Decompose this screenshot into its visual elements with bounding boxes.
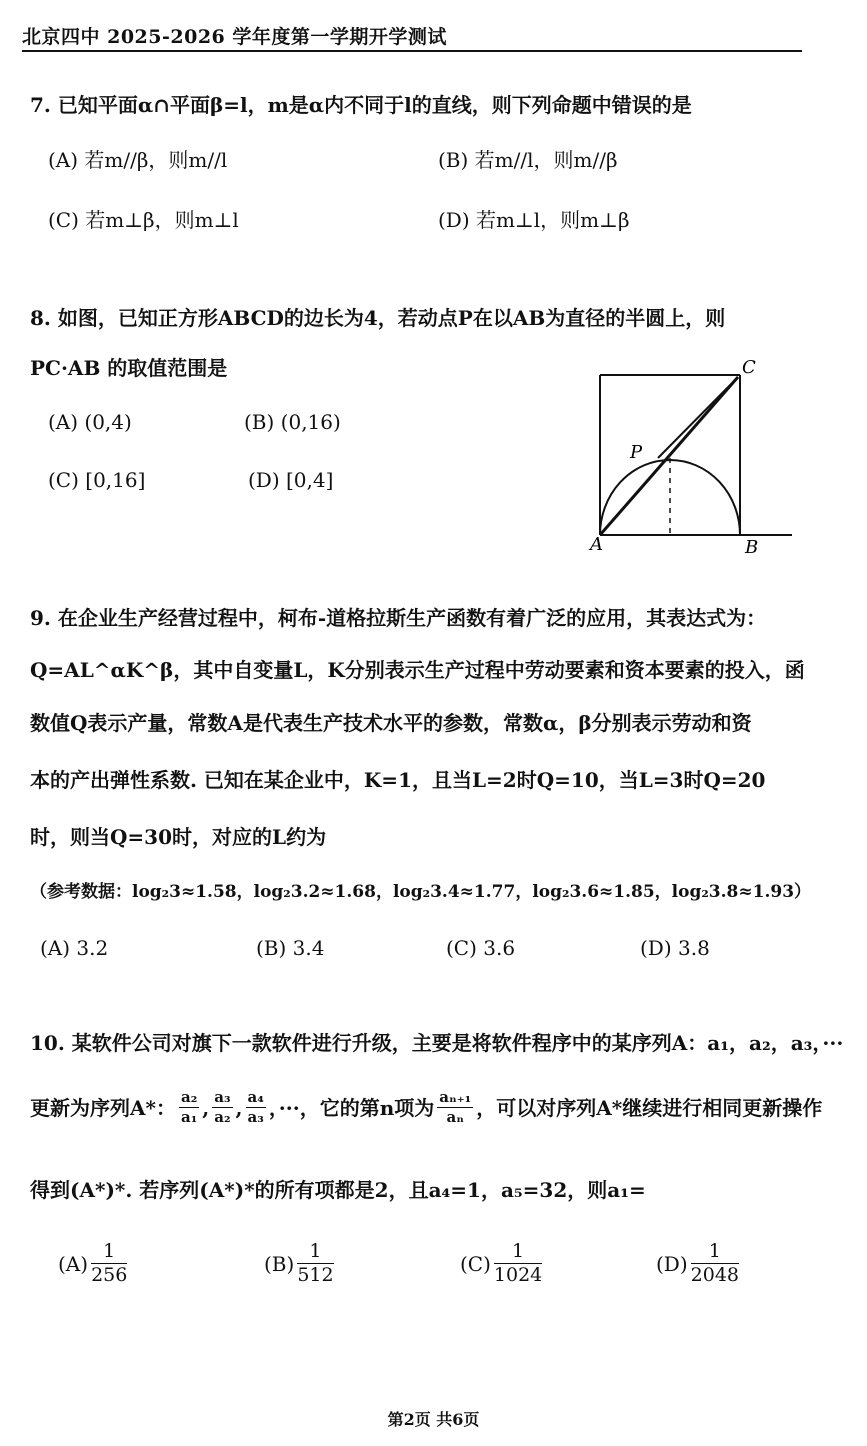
- q7-stem: 7. 已知平面α∩平面β=l，m是α内不同于l的直线，则下列命题中错误的是: [30, 93, 692, 117]
- q10-option-a-label: (A): [58, 1251, 89, 1276]
- fraction-a4-a3: $\frac{\text{a₄}}{\text{a₃}}$: [247, 1088, 264, 1126]
- q8-stem: 8. 如图，已知正方形ABCD的边长为4，若动点P在以AB为直径的半圆上，则: [30, 306, 726, 330]
- q10-option-b-den: 512: [297, 1263, 334, 1286]
- q9-option-a: (A) 3.2: [40, 936, 109, 960]
- q9-line-2: Q=AL^αK^β，其中自变量L，K分别表示生产过程中劳动要素和资本要素的投入，函: [30, 658, 805, 682]
- fraction-an1-an: $\frac{\text{aₙ₊₁}}{\text{aₙ}}$: [439, 1088, 472, 1126]
- q8-option-b: (B) (0,16): [244, 410, 341, 434]
- q10-option-c-fraction: [494, 1242, 542, 1286]
- q10-line-2-suffix: ，可以对序列A*继续进行相同更新操作: [476, 1095, 823, 1120]
- q10-line-3: 得到(A*)*. 若序列(A*)*的所有项都是2，且a₄=1，a₅=32，则a₁=: [30, 1178, 646, 1202]
- page-header: 北京四中 2025-2026 学年度第一学期开学测试: [22, 26, 447, 48]
- header-rule: [22, 50, 802, 52]
- q10-option-b: [264, 1242, 337, 1286]
- q10-option-b-label: (B): [264, 1251, 295, 1276]
- segment-pc: [658, 377, 738, 458]
- fraction-a3-a2: $\frac{\text{a₃}}{\text{a₂}}$: [214, 1088, 231, 1126]
- q10-option-d: [656, 1242, 742, 1286]
- q10-option-c-num: 1: [494, 1242, 542, 1264]
- q8-figure: [580, 350, 800, 560]
- q10-option-a-den: 256: [91, 1263, 128, 1286]
- q9-option-b: (B) 3.4: [256, 936, 325, 960]
- q9-line-5: 时，则当Q=30时，对应的L约为: [30, 825, 327, 849]
- q10-option-b-num: 1: [297, 1242, 333, 1264]
- q10-line-1: 10. 某软件公司对旗下一款软件进行升级，主要是将软件程序中的某序列A：a₁，a₂，a₃，···: [30, 1031, 844, 1055]
- label-p: P: [630, 442, 643, 463]
- q9-option-c: (C) 3.6: [446, 936, 516, 960]
- label-b: B: [745, 537, 759, 558]
- q10-option-c-label: (C): [460, 1251, 491, 1276]
- q9-line-3: 数值Q表示产量，常数A是代表生产技术水平的参数，常数α，β分别表示劳动和资: [30, 711, 752, 735]
- q9-reference-data: （参考数据：log₂3≈1.58，log₂3.2≈1.68，log₂3.4≈1.77，log₂3.6≈1.85，log₂3.8≈1.93）: [30, 882, 812, 902]
- fraction-a2-a1: $\frac{\text{a₂}}{\text{a₁}}$: [180, 1088, 198, 1126]
- q7-option-d: (D) 若m⊥l，则m⊥β: [438, 208, 630, 232]
- q10-line-2: 更新为序列A*： $\frac{\text{a₂}}{\text{a₁}}$ , $\frac{\text{a₃}}{\text{a₂}}$ , $\frac{\text{a₄}}{\text{a₃}}$ ，···，它的第n项为 $\frac{\text{aₙ₊₁}}{\text{aₙ}}$ ，可以对序列A*继续进行相同更新操作: [30, 1088, 823, 1126]
- q7-option-a: (A) 若m//β，则m//l: [48, 148, 228, 172]
- q10-option-d-num: 1: [691, 1242, 739, 1264]
- q7-option-b: (B) 若m//l，则m//β: [438, 148, 618, 172]
- q7-option-c: (C) 若m⊥β，则m⊥l: [48, 208, 239, 232]
- q10-option-a: [58, 1242, 130, 1286]
- q8-option-c: (C) [0,16]: [48, 468, 146, 492]
- q10-option-d-label: (D): [656, 1251, 688, 1276]
- q10-option-b-fraction: [297, 1242, 333, 1286]
- q9-line-1: 9. 在企业生产经营过程中，柯布-道格拉斯生产函数有着广泛的应用，其表达式为：: [30, 606, 767, 630]
- q10-line-2-prefix: 更新为序列A*：: [30, 1095, 176, 1120]
- q8-stem-vector: PC·AB 的取值范围是: [30, 356, 228, 380]
- q10-option-c: [460, 1242, 545, 1286]
- q10-option-a-fraction: [91, 1242, 127, 1286]
- q10-option-d-fraction: [691, 1242, 739, 1286]
- q9-option-d: (D) 3.8: [640, 936, 710, 960]
- label-a: A: [590, 534, 603, 555]
- q10-option-d-den: 2048: [690, 1263, 739, 1286]
- q10-option-c-den: 1024: [493, 1263, 543, 1286]
- q10-option-a-num: 1: [91, 1242, 127, 1264]
- q8-option-a: (A) (0,4): [48, 410, 132, 434]
- q8-option-d: (D) [0,4]: [248, 468, 334, 492]
- page-footer: 第2页 共6页: [387, 1410, 480, 1429]
- label-c: C: [742, 357, 756, 378]
- q10-line-2-middle: ，···，它的第n项为: [268, 1095, 435, 1120]
- diagonal-ac: [600, 377, 738, 535]
- q9-line-4: 本的产出弹性系数. 已知在某企业中，K=1，且当L=2时Q=10，当L=3时Q=20: [30, 768, 766, 792]
